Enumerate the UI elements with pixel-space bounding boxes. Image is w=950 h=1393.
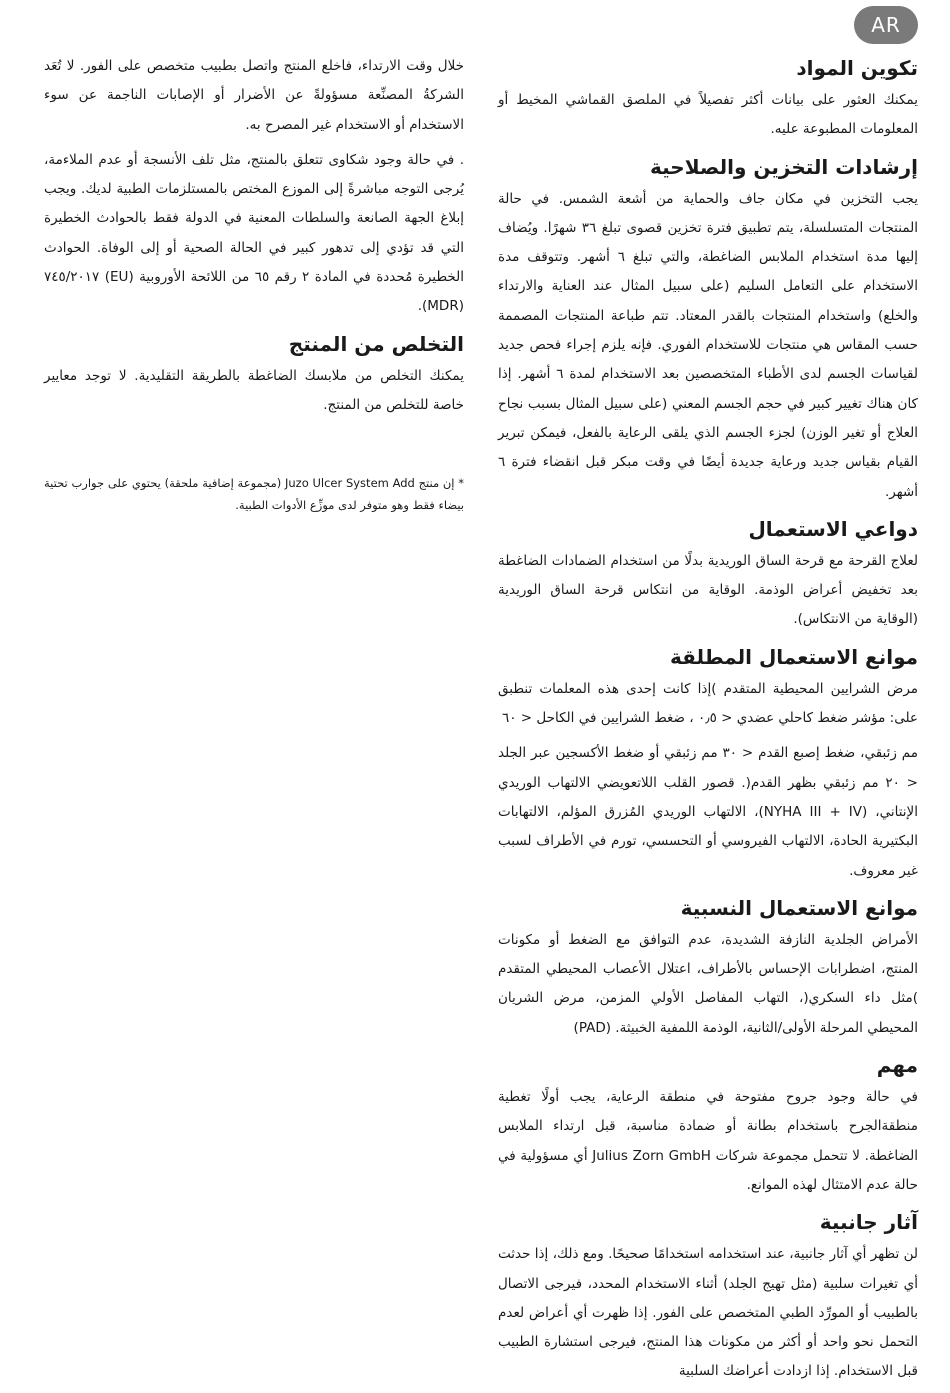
section-body: في حالة وجود جروح مفتوحة في منطقة الرعاية، يجب أولًا تغطية منطقةالجرح باستخدام بطانة أو ضمادة مناسبة، قبل ارتداء الملابس الضاغطة. لا تتحمل مجموعة شركات Julius Zorn GmbH أي مسؤولية في حالة عدم الامتثال لهذه الموانع. xyxy=(498,1089,919,1193)
footnote: * إن منتج Juzo Ulcer System Add (مجموعة إضافية ملحقة) يحتوي على جوارب تحتية بيضاء فقط وهو متوفر لدى موزِّع الأدوات الطبية. xyxy=(44,476,464,513)
section-title: التخلص من المنتج xyxy=(288,331,464,356)
section-title: آثار جانبية xyxy=(819,1210,918,1235)
section-body: مم زئبقي، ضغط إصبع القدم < ٣٠ مم زئبقي أو ضغط الأكسجين عبر الجلد < ٢٠ مم زئبقي بظهر القدم(. قصور القلب اللاتعويضي الالتهاب الوريدي الإنتاني، (NYHA III + IV)، الالتهاب الوريدي المُزرق المؤلم، الالتهابات البكتيرية الحادة، الالتهاب الفيروسي أو التحسسي، تورم في الأطراف لسبب غير معروف. xyxy=(498,745,919,879)
section-body: لن تظهر أي آثار جانبية، عند استخدامه استخدامًا صحيحًا. ومع ذلك، إذا حدثت أي تغيرات سلبية (مثل تهيج الجلد) أثناء الاستخدام المحدد، فيرجى الاتصال بالطبيب أو المورِّد الطبي المتخصص على الفور. إذا ظهرت أي أعراض لعدم التحمل نحو واحد أو أكثر من مكونات هذا المنتج، فيرجى استشارة الطبيب قبل الاستخدام. إذا ازدادت أعراضك السلبية xyxy=(498,1246,918,1380)
section-body: مرض الشرايين المحيطية المتقدم )إذا كانت إحدى هذه المعلمات تنطبق على: مؤشر ضغط كاحلي عضدي < ٠٫٥ ، ضغط الشرايين في الكاحل < ٦٠ xyxy=(498,680,918,727)
section-absolute-contraindications xyxy=(498,641,918,886)
section-title: إرشادات التخزين والصلاحية xyxy=(650,154,918,179)
section-body: يمكنك التخلص من ملابسك الضاغطة بالطريقة التقليدية. لا توجد معايير خاصة للتخلص من المنتج. xyxy=(44,367,464,413)
section-body: يجب التخزين في مكان جاف والحماية من أشعة الشمس. في حالة المنتجات المتسلسلة، يتم تطبيق فترة تخزين قصوى تبلغ ٣٦ شهرًا. ويُضاف إليها مدة استخدام الملابس الضاغطة، والتي تبلغ ٦ أشهر. وتتوقف مدة الاستخدام على التعامل السليم (على سبيل المثال عند العناية والارتداء والخلع) واستخدام المنتجات بالقدر المعتاد. تتم طباعة المنتجات المصممة حسب المقاس هي منتجات للاستخدام الفوري. فإنه يلزم إجراء فحص جديد لقياسات الجسم لدى الأطباء المتخصصين بعد الاستخدام لمدة ٦ أشهر. إذا كان هناك تغيير كبير في حجم الجسم المعني (على سبيل المثال بسبب نجاح العلاج أو تغير الوزن) لجزء الجسم الذي يلقى الرعاية بالفعل، فيمكن تبرير القيام بقياس جديد ورعاية جديدة أيضًا في وقت مبكر قبل انقضاء فترة ٦ أشهر. xyxy=(498,190,918,500)
left-column xyxy=(44,52,464,522)
section-indications xyxy=(498,513,918,635)
section-title: موانع الاستعمال النسبية xyxy=(680,895,918,920)
continuation-paragraph: خلال وقت الارتداء، فاخلع المنتج واتصل بطبيب متخصص على الفور. لا تُعَد الشركةُ المصنِّعة مسؤولةً عن الأضرار أو الإصابات الناجمة عن سوء الاستخدام أو الاستخدام غير المصرح به. xyxy=(44,58,464,133)
right-column xyxy=(498,52,918,1393)
section-relative-contraindications xyxy=(498,892,918,1043)
language-badge: AR xyxy=(854,6,918,44)
complaints-paragraph: . في حالة وجود شكاوى تتعلق بالمنتج، مثل تلف الأنسجة أو عدم الملاءمة، يُرجى التوجه مباشرةً إلى الموزع المختص بالمستلزمات الطبية لديك. ويجب إبلاغ الجهة الصانعة والسلطات المعنية في الدولة فقط بالحوادث الخطيرة التي قد تؤدي إلى تدهور كبير في الحالة الصحية أو إلى الوفاة. الحوادث الخطيرة مُحددة في المادة ٢ رقم ٦٥ من اللائحة الأوروبية (EU) ٧٤٥/٢٠١٧ (MDR). xyxy=(44,151,464,315)
section-title: موانع الاستعمال المطلقة xyxy=(670,644,918,669)
section-disposal xyxy=(44,328,464,421)
section-important xyxy=(498,1049,918,1200)
section-title: تكوين المواد xyxy=(796,56,918,80)
section-composition xyxy=(498,52,918,145)
section-side-effects xyxy=(498,1206,918,1386)
section-body: يمكنك العثور على بيانات أكثر تفصيلاً في الملصق القماشي المخيط أو المعلومات المطبوعة عليه. xyxy=(498,92,918,138)
section-body: لعلاج القرحة مع قرحة الساق الوريدية بدلًا من استخدام الضمادات الضاغطة بعد تخفيض أعراض الوذمة. الوقاية من انتكاس قرحة الساق الوريدية (الوقاية من الانتكاس). xyxy=(498,552,918,628)
section-title: مهم xyxy=(876,1053,918,1078)
section-title: دواعي الاستعمال xyxy=(748,516,918,541)
section-body: الأمراض الجلدية النازفة الشديدة، عدم التوافق مع الضغط أو مكونات المنتج، اضطرابات الإحساس بالأطراف، اعتلال الأعصاب المحيطي المتقدم )مثل داء السكري(، التهاب المفاصل الأولي المزمن، مرض الشريان المحيطي المرحلة الأولى/الثانية، الوذمة اللمفية الخبيثة. (PAD) xyxy=(498,931,918,1036)
section-storage xyxy=(498,151,918,507)
